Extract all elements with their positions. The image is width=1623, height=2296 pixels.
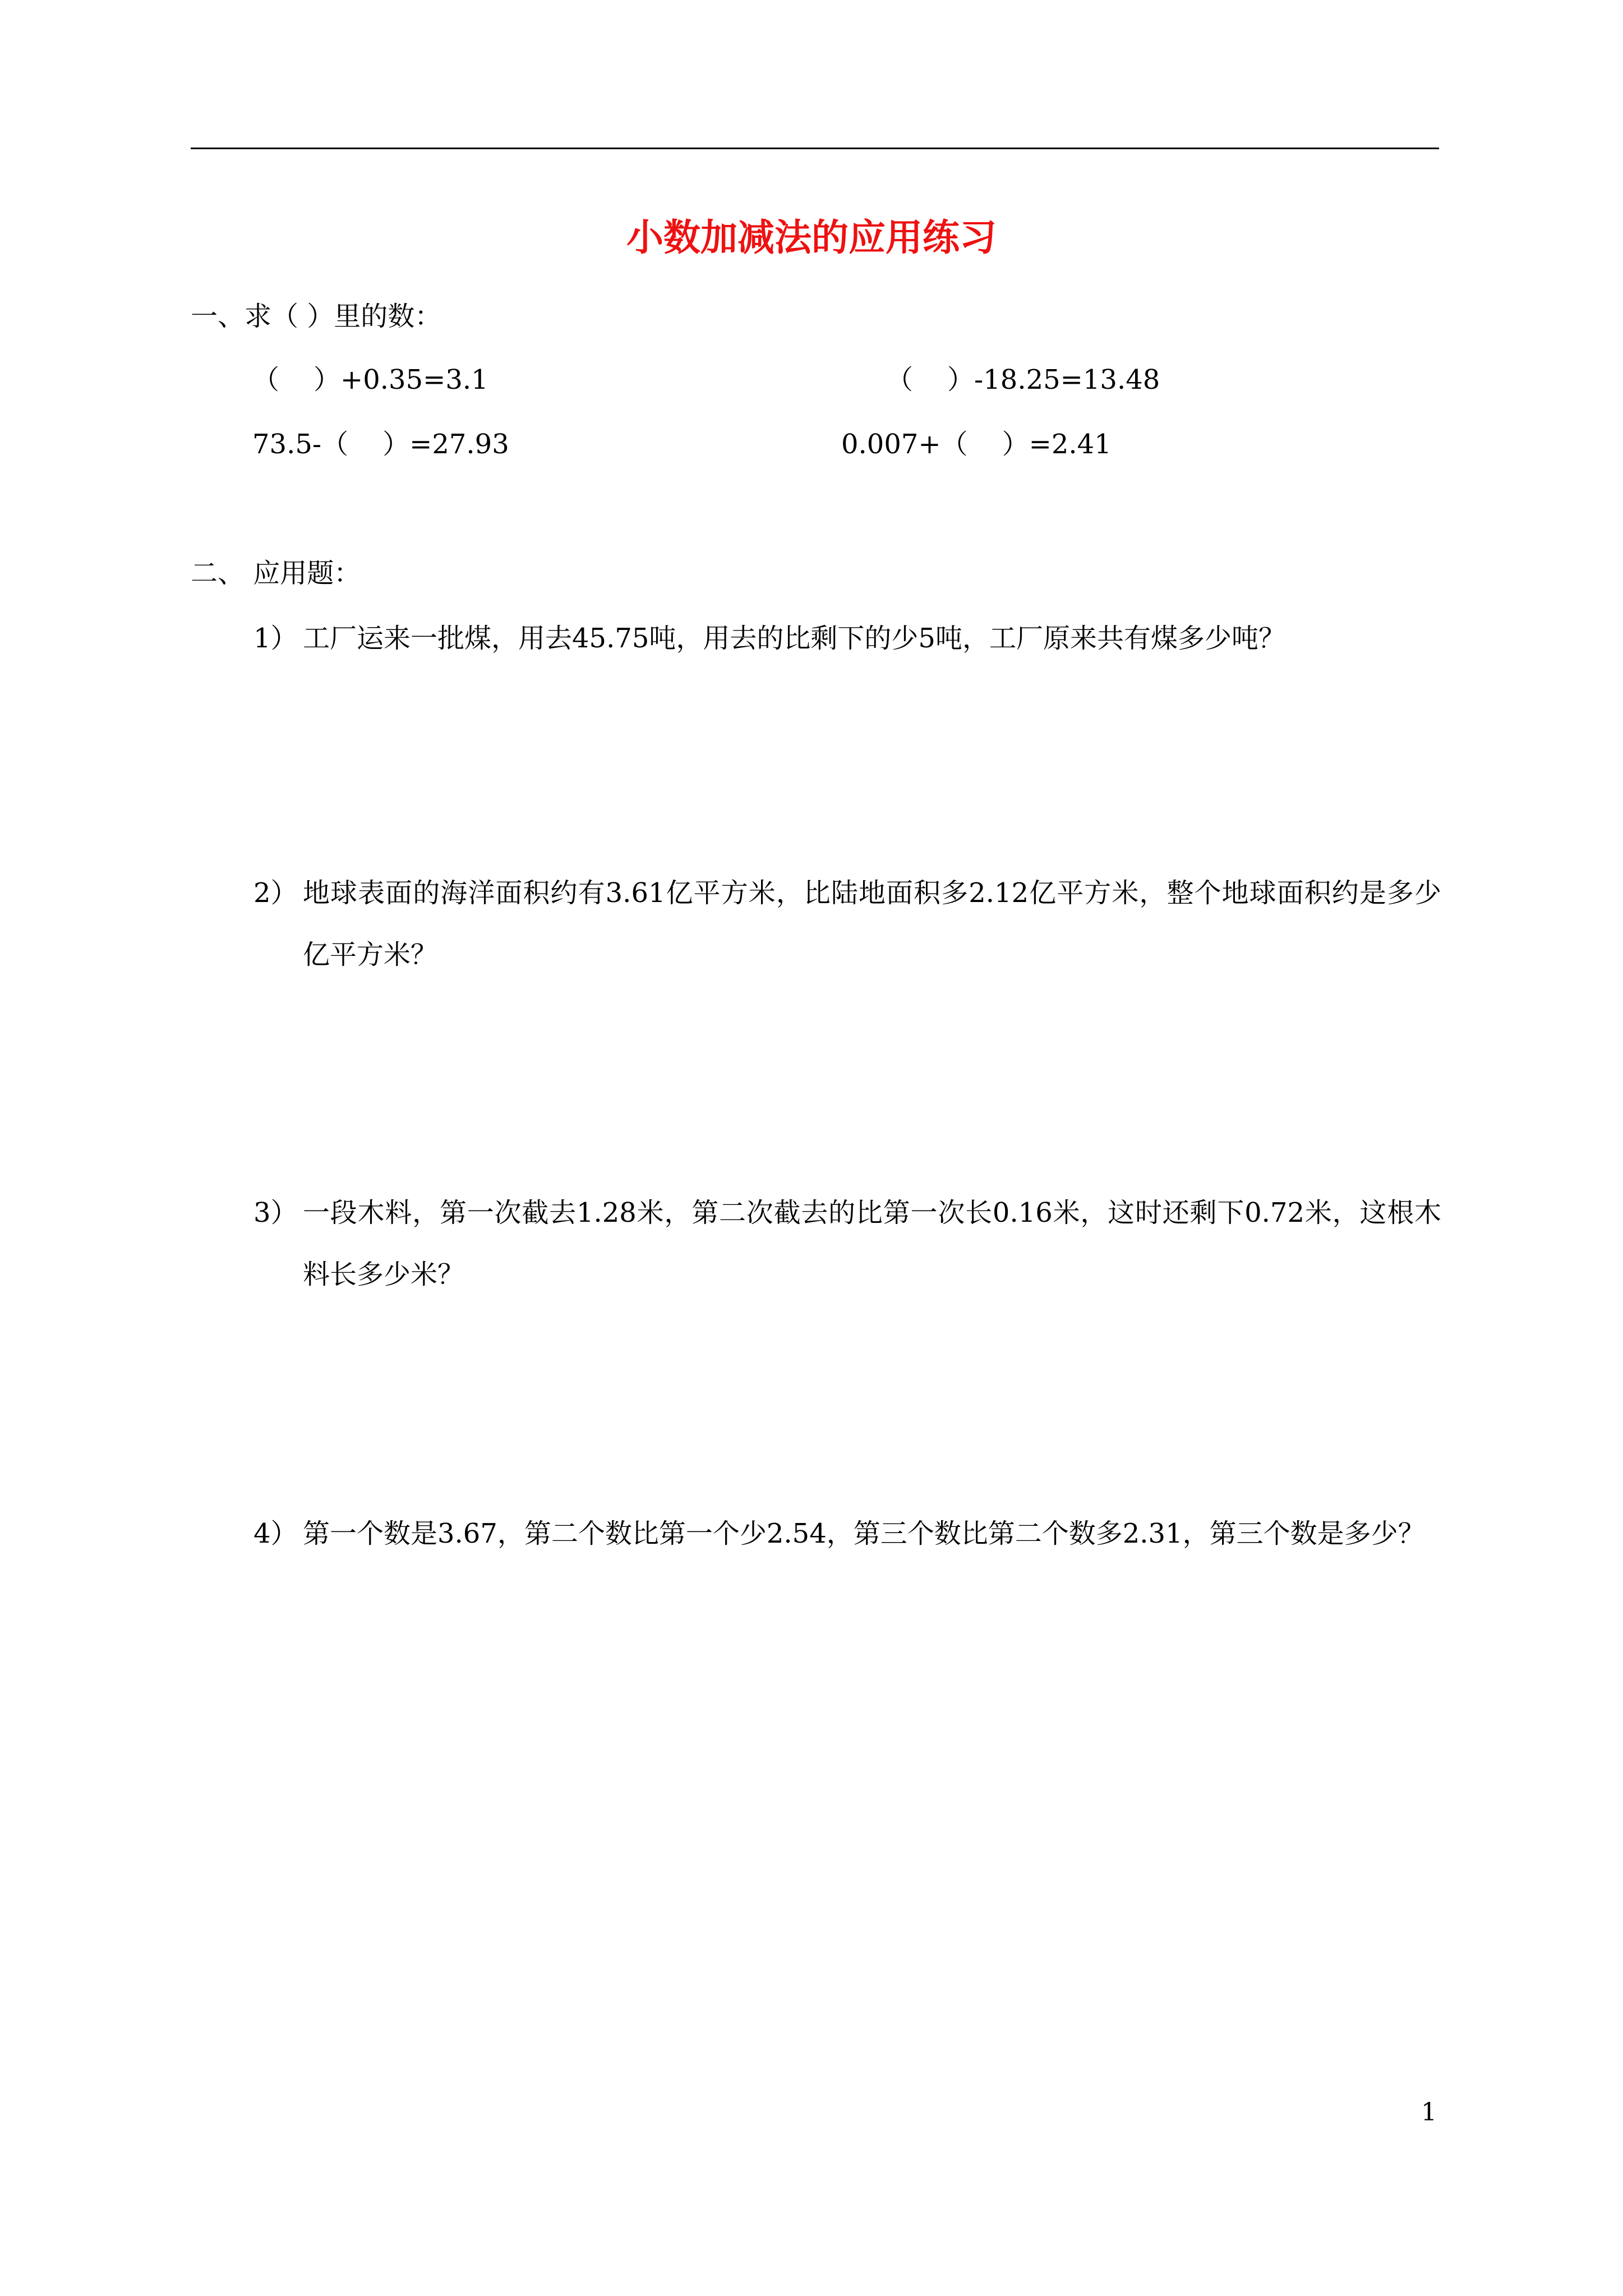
question-1-number: 1） xyxy=(253,623,298,654)
section-1-heading: 一、求（ ）里的数： xyxy=(191,301,442,332)
question-3-text: 一段木料，第一次截去1.28米，第二次截去的比第一次长0.16米，这时还剩下0.72米，这根木料长多少米？ xyxy=(303,1197,1441,1290)
page-title: 小数加减法的应用练习 xyxy=(626,215,997,259)
equation-1: （ ）+0.35=3.1 xyxy=(252,364,488,395)
question-2-text: 地球表面的海洋面积约有3.61亿平方米，比陆地面积多2.12亿平方米，整个地球面积约是多少亿平方米？ xyxy=(303,877,1441,970)
question-3-number: 3） xyxy=(253,1197,298,1228)
question-1-text: 工厂运来一批煤，用去45.75吨，用去的比剩下的少5吨，工厂原来共有煤多少吨？ xyxy=(303,623,1285,654)
header-rule xyxy=(191,148,1439,149)
question-4-text: 第一个数是3.67，第二个数比第一个少2.54，第三个数比第二个数多2.31，第三个数是多少？ xyxy=(303,1518,1425,1549)
section-2-heading: 二、 应用题： xyxy=(191,558,361,589)
equation-4: 0.007+（ ）=2.41 xyxy=(841,429,1112,460)
equation-3: 73.5-（ ）=27.93 xyxy=(252,429,509,460)
question-4-number: 4） xyxy=(253,1518,298,1549)
page-number: 1 xyxy=(1421,2098,1437,2127)
equation-2: （ ）-18.25=13.48 xyxy=(886,364,1160,395)
question-2-number: 2） xyxy=(253,877,298,909)
